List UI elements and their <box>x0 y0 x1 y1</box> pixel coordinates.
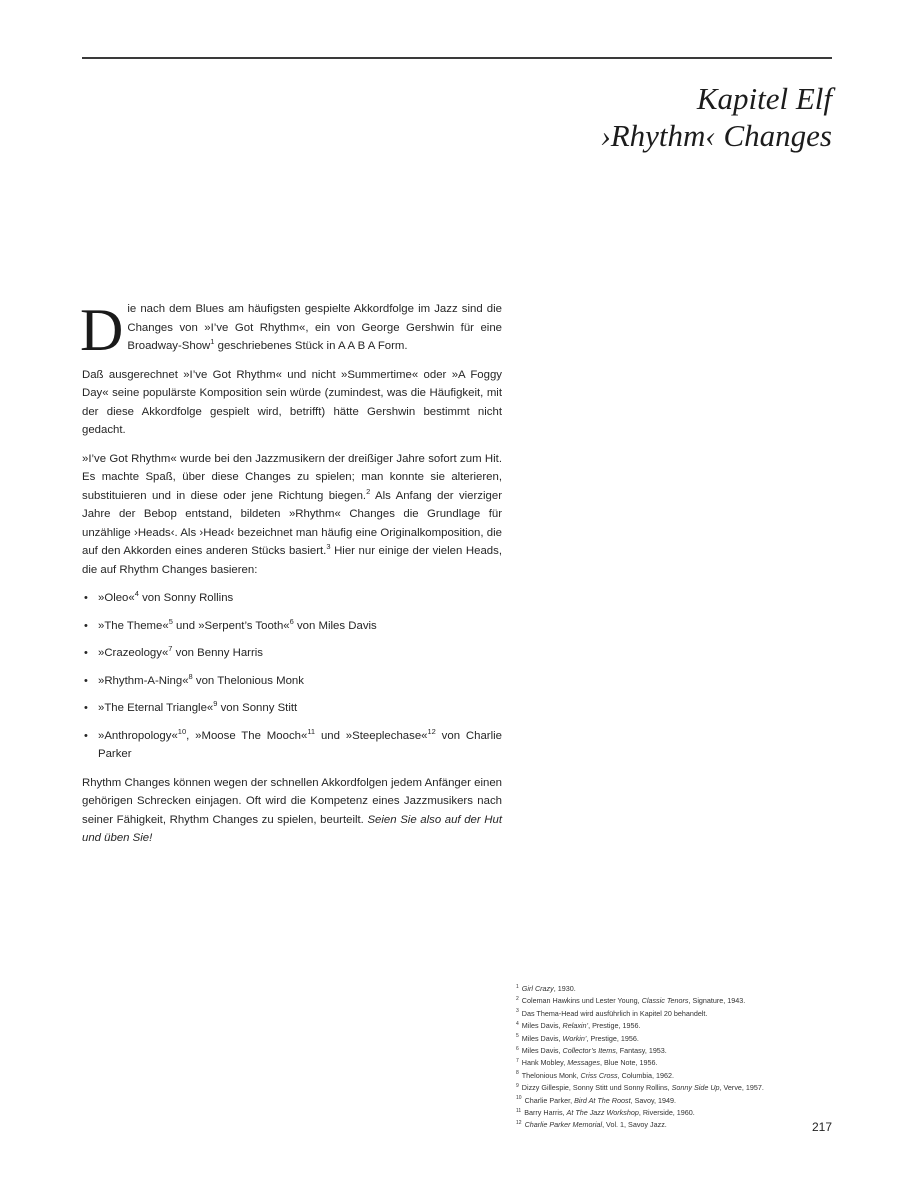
footnote: $^1$ Girl Crazy, 1930. <box>516 983 576 993</box>
closing-paragraph: Rhythm Changes können wegen der schnellen Akkordfolgen jedem Anfänger einen gehörigen Schrecken einjagen. Oft wird die Kompetenz eines Jazzmusikers nach seiner Fähigkeit, Rhythm Changes zu spielen, beurteilt. Seien Sie also auf der Hut und üben Sie! <box>82 776 502 844</box>
bullet-icon: • <box>84 702 88 714</box>
footnote-ref: 3 <box>326 542 331 552</box>
footnote-ref: 12 <box>427 726 436 736</box>
intro-paragraph: Die nach dem Blues am häufigsten gespielte Akkordfolge im Jazz sind die Changes von »I’ve Got Rhythm«, ein von George Gershwin für eine Broadway-Show$^1$ geschriebenes Stück in A A B A Form. <box>80 297 502 363</box>
page-number: 217 <box>811 1120 832 1134</box>
chapter-title <box>600 80 832 154</box>
song-list <box>82 589 502 764</box>
footnotes <box>516 983 836 1132</box>
footnote-ref: 9 <box>213 699 218 709</box>
footnote: $^{12}$ Charlie Parker Memorial, Vol. 1, Savoy Jazz. <box>516 1120 667 1130</box>
footnote: $^6$ Miles Davis, Collector’s Items, Fantasy, 1953. <box>516 1045 667 1056</box>
footnote: $^5$ Miles Davis, Workin’, Prestige, 1956. <box>516 1033 639 1043</box>
chapter-name: ›Rhythm‹ Changes <box>600 118 832 153</box>
footnote-ref: 1 <box>210 337 215 347</box>
list-item: • »Rhythm-A-Ning«$^8$ von Thelonious Monk <box>82 672 502 691</box>
bullet-icon: • <box>84 592 88 604</box>
list-item: • »The Eternal Triangle«$^9$ von Sonny Stitt <box>82 699 502 718</box>
footnote-ref: 4 <box>134 589 139 599</box>
footnote: $^{11}$ Barry Harris, At The Jazz Workshop, Riverside, 1960. <box>516 1107 695 1118</box>
top-rule <box>82 57 832 59</box>
bullet-icon: • <box>84 729 88 742</box>
list-item: • »Anthropology«$^{10}$, »Moose The Mooch«$^{11}$ und »Steeplechase«$^{12}$ von Charlie Parker <box>84 726 502 760</box>
footnote-ref: 11 <box>307 726 316 736</box>
footnote: $^3$ Das Thema-Head wird ausführlich in Kapitel 20 behandelt. <box>516 1008 708 1018</box>
main-text <box>80 297 503 858</box>
footnote-ref: 2 <box>366 486 371 496</box>
bullet-icon: • <box>84 647 88 659</box>
bullet-icon: • <box>84 674 88 687</box>
footnote-ref: 10 <box>177 726 187 736</box>
list-item: • »Crazeology«$^7$ von Benny Harris <box>82 644 502 663</box>
footnote: $^8$ Thelonious Monk, Criss Cross, Columbia, 1962. <box>516 1070 674 1080</box>
closing-emphasis: Seien Sie also auf der Hut und üben Sie! <box>82 813 502 844</box>
list-item: • »Oleo«$^4$ von Sonny Rollins <box>82 589 502 608</box>
chapter-number: Kapitel Elf <box>696 81 832 116</box>
footnote-ref: 8 <box>188 671 193 681</box>
paragraph-gershwin: Daß ausgerechnet »I’ve Got Rhythm« und nicht »Summertime« oder »A Foggy Day« seine populärste Komposition sein würde (zumindest, was die Häufigkeit, mit der diese Akkordfolge gespielt wird, betrifft) hätte Gershwin bestimmt nicht gedacht. <box>82 368 502 436</box>
bullet-icon: • <box>84 619 88 632</box>
footnote-ref: 5 <box>168 616 173 626</box>
footnote: $^7$ Hank Mobley, Messages, Blue Note, 1956. <box>516 1058 658 1068</box>
footnote-ref: 7 <box>168 644 173 654</box>
footnote: $^9$ Dizzy Gillespie, Sonny Stitt und Sonny Rollins, Sonny Side Up, Verve, 1957. <box>516 1082 764 1093</box>
footnote: $^4$ Miles Davis, Relaxin’, Prestige, 1956. <box>516 1020 641 1031</box>
footnote: $^2$ Coleman Hawkins und Lester Young, Classic Tenors, Signature, 1943. <box>516 996 746 1006</box>
footnote-ref: 6 <box>289 616 294 626</box>
list-item: • »The Theme«$^5$ und »Serpent’s Tooth«$^6$ von Miles Davis <box>82 617 502 636</box>
footnote: $^{10}$ Charlie Parker, Bird At The Roost, Savoy, 1949. <box>516 1095 676 1105</box>
drop-cap: D <box>80 297 124 363</box>
paragraph-bebop: »I’ve Got Rhythm« wurde bei den Jazzmusikern der dreißiger Jahre sofort zum Hit. Es machte Spaß, über diese Changes zu spielen; man konnte sie alterieren, substituieren und in diese oder jene Richtung biegen.$^2$ Als Anfang der vierziger Jahre der Bebop entstand, bildeten »Rhythm« Changes die Grundlage für unzählige ›Heads‹. Als ›Head‹ bezeichnet man häufig eine Originalkomposition, die auf den Akkorden eines anderen Stücks basiert.$^3$ Hier nur einige der vielen Heads, die auf Rhythm Changes basieren: <box>82 452 503 576</box>
